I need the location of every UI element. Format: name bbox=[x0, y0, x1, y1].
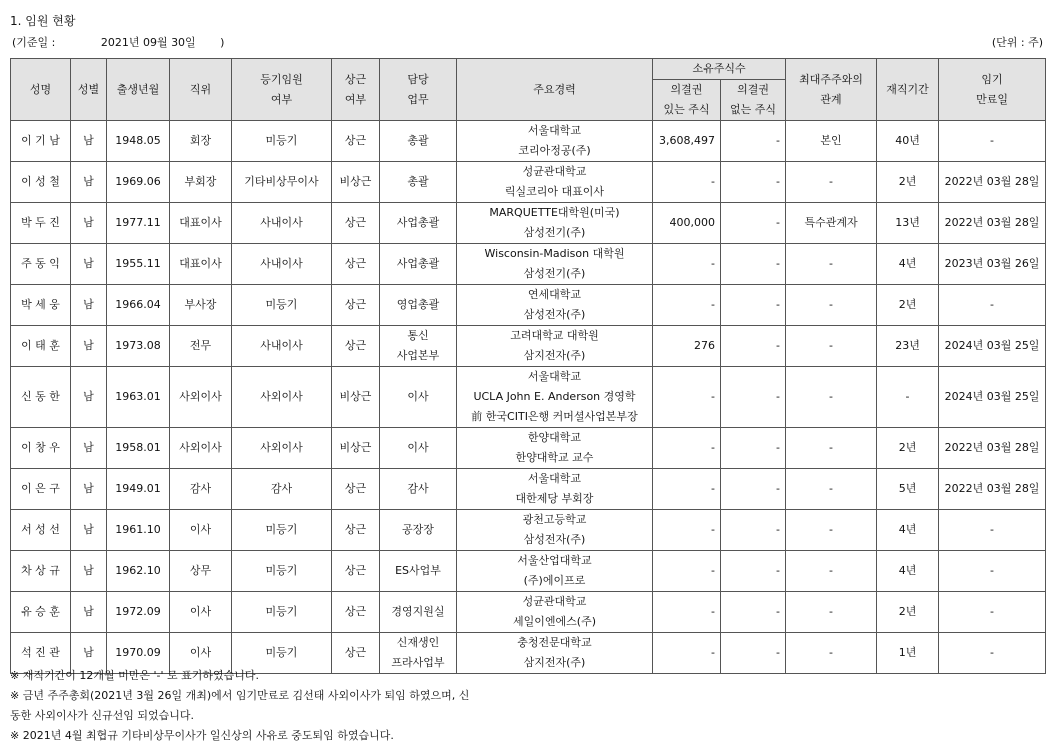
cell-career-line: 서울대학교 bbox=[527, 472, 582, 485]
cell-registered: 사외이사 bbox=[232, 428, 332, 469]
table-row bbox=[11, 121, 1046, 162]
cell-duty-line: 이사 bbox=[407, 441, 429, 454]
cell-birth: 1977.11 bbox=[107, 203, 170, 244]
cell-gender: 남 bbox=[71, 326, 107, 367]
header-duty bbox=[380, 59, 457, 121]
cell-career bbox=[457, 244, 653, 285]
cell-name: 서 성 선 bbox=[11, 510, 71, 551]
cell-tenure: 1년 bbox=[877, 633, 939, 674]
cell-fulltime: 비상근 bbox=[332, 162, 380, 203]
section-title: 1. 임원 현황 bbox=[10, 14, 76, 28]
cell-position: 이사 bbox=[170, 592, 232, 633]
cell-voting-shares: 276 bbox=[653, 326, 721, 367]
cell-birth: 1961.10 bbox=[107, 510, 170, 551]
cell-career-line: 서울산업대학교 bbox=[517, 554, 592, 567]
cell-fulltime: 상근 bbox=[332, 633, 380, 674]
cell-position: 대표이사 bbox=[170, 244, 232, 285]
cell-voting-shares: - bbox=[653, 244, 721, 285]
cell-registered: 미등기 bbox=[232, 633, 332, 674]
cell-voting-shares: - bbox=[653, 367, 721, 428]
cell-gender: 남 bbox=[71, 510, 107, 551]
cell-relation: - bbox=[786, 244, 877, 285]
cell-relation: - bbox=[786, 633, 877, 674]
header-voting-line1: 의결권 bbox=[670, 83, 703, 96]
cell-duty bbox=[380, 162, 457, 203]
cell-duty-line: 감사 bbox=[407, 482, 429, 495]
cell-duty bbox=[380, 551, 457, 592]
cell-registered: 미등기 bbox=[232, 285, 332, 326]
cell-term-end: - bbox=[939, 285, 1046, 326]
cell-tenure: 4년 bbox=[877, 244, 939, 285]
cell-relation: 본인 bbox=[786, 121, 877, 162]
cell-gender: 남 bbox=[71, 428, 107, 469]
cell-voting-shares: - bbox=[653, 551, 721, 592]
cell-tenure: 40년 bbox=[877, 121, 939, 162]
table-row bbox=[11, 203, 1046, 244]
cell-fulltime: 상근 bbox=[332, 510, 380, 551]
cell-duty bbox=[380, 469, 457, 510]
cell-career bbox=[457, 326, 653, 367]
cell-duty-line: 영업총괄 bbox=[396, 298, 440, 311]
cell-voting-shares: - bbox=[653, 162, 721, 203]
header-career: 주요경력 bbox=[457, 59, 653, 121]
header-nonvoting-line2: 없는 주식 bbox=[730, 103, 777, 116]
cell-nonvoting-shares: - bbox=[721, 551, 786, 592]
cell-relation: - bbox=[786, 551, 877, 592]
cell-career-line: UCLA John E. Anderson 경영학 bbox=[473, 390, 636, 403]
cell-relation: - bbox=[786, 510, 877, 551]
cell-duty-line: ES사업부 bbox=[395, 564, 441, 577]
cell-duty-line: 총괄 bbox=[407, 134, 429, 147]
cell-birth: 1948.05 bbox=[107, 121, 170, 162]
cell-voting-shares: - bbox=[653, 285, 721, 326]
cell-name: 이 은 구 bbox=[11, 469, 71, 510]
cell-nonvoting-shares: - bbox=[721, 469, 786, 510]
cell-registered: 사외이사 bbox=[232, 367, 332, 428]
cell-tenure: - bbox=[877, 367, 939, 428]
cell-career bbox=[457, 203, 653, 244]
cell-name: 이 태 훈 bbox=[11, 326, 71, 367]
table-row bbox=[11, 162, 1046, 203]
header-duty-line2: 업무 bbox=[407, 92, 429, 106]
cell-position: 이사 bbox=[170, 633, 232, 674]
table-row bbox=[11, 428, 1046, 469]
cell-name: 박 두 진 bbox=[11, 203, 71, 244]
cell-duty-line: 프라사업부 bbox=[391, 656, 445, 669]
cell-position: 감사 bbox=[170, 469, 232, 510]
header-voting bbox=[653, 80, 721, 121]
cell-career-line: 서울대학교 bbox=[527, 124, 582, 137]
header-term-end-line2: 만료일 bbox=[976, 92, 1008, 106]
header-position: 직위 bbox=[170, 59, 232, 121]
cell-relation: - bbox=[786, 592, 877, 633]
table-row bbox=[11, 244, 1046, 285]
cell-term-end: - bbox=[939, 592, 1046, 633]
cell-voting-shares: - bbox=[653, 592, 721, 633]
cell-name: 석 진 관 bbox=[11, 633, 71, 674]
cell-position: 부회장 bbox=[170, 162, 232, 203]
table-row bbox=[11, 469, 1046, 510]
header-duty-line1: 담당 bbox=[407, 72, 429, 86]
cell-duty-line: 총괄 bbox=[407, 175, 429, 188]
cell-term-end: 2022년 03월 28일 bbox=[939, 203, 1046, 244]
cell-duty-line: 공장장 bbox=[402, 523, 434, 536]
cell-term-end: 2024년 03월 25일 bbox=[939, 367, 1046, 428]
header-relation-line2: 관계 bbox=[820, 92, 842, 106]
footnote-3: ※ 2021년 4월 최협규 기타비상무이사가 일신상의 사유로 중도퇴임 하였습니다. bbox=[10, 729, 394, 742]
header-term-end-line1: 임기 bbox=[981, 72, 1003, 86]
cell-career bbox=[457, 367, 653, 428]
cell-birth: 1963.01 bbox=[107, 367, 170, 428]
footnote-2: ※ 금년 주주총회(2021년 3월 26일 개최)에서 임기만료로 김선태 사외이사가 퇴임 하였으며, 신 bbox=[10, 689, 470, 702]
cell-career-line: 세일이엔에스(주) bbox=[513, 615, 596, 628]
cell-career-line: 삼성전기(주) bbox=[523, 226, 586, 239]
cell-position: 전무 bbox=[170, 326, 232, 367]
cell-name: 박 세 웅 bbox=[11, 285, 71, 326]
header-voting-line2: 있는 주식 bbox=[663, 103, 710, 116]
header-shares: 소유주식수 bbox=[653, 59, 786, 80]
header-relation bbox=[786, 59, 877, 121]
cell-position: 사외이사 bbox=[170, 428, 232, 469]
cell-fulltime: 상근 bbox=[332, 592, 380, 633]
unit-label: (단위 : 주) bbox=[991, 36, 1043, 49]
basis-date: (기준일 : 2021년 09월 30일 ) bbox=[12, 36, 225, 49]
cell-career-line: 서울대학교 bbox=[527, 370, 582, 383]
cell-relation: - bbox=[786, 326, 877, 367]
header-fulltime bbox=[332, 59, 380, 121]
cell-nonvoting-shares: - bbox=[721, 428, 786, 469]
header-tenure: 재직기간 bbox=[877, 59, 939, 121]
cell-name: 이 창 우 bbox=[11, 428, 71, 469]
cell-voting-shares: 400,000 bbox=[653, 203, 721, 244]
cell-relation: - bbox=[786, 367, 877, 428]
cell-relation: - bbox=[786, 285, 877, 326]
cell-term-end: - bbox=[939, 633, 1046, 674]
cell-birth: 1955.11 bbox=[107, 244, 170, 285]
cell-duty-line: 통신 bbox=[407, 329, 429, 342]
header-name: 성명 bbox=[11, 59, 71, 121]
cell-fulltime: 상근 bbox=[332, 285, 380, 326]
cell-nonvoting-shares: - bbox=[721, 592, 786, 633]
cell-name: 이 기 남 bbox=[11, 121, 71, 162]
header-birth: 출생년월 bbox=[107, 59, 170, 121]
table-row bbox=[11, 367, 1046, 428]
cell-tenure: 2년 bbox=[877, 162, 939, 203]
cell-term-end: 2022년 03월 28일 bbox=[939, 469, 1046, 510]
cell-duty-line: 사업본부 bbox=[396, 349, 440, 362]
footnote-2-cont: 동한 사외이사가 신규선임 되었습니다. bbox=[10, 709, 195, 722]
cell-name: 차 상 규 bbox=[11, 551, 71, 592]
cell-career-line: 연세대학교 bbox=[527, 288, 582, 301]
cell-duty bbox=[380, 121, 457, 162]
cell-nonvoting-shares: - bbox=[721, 326, 786, 367]
table-row bbox=[11, 510, 1046, 551]
cell-career bbox=[457, 162, 653, 203]
cell-relation: 특수관계자 bbox=[786, 203, 877, 244]
cell-nonvoting-shares: - bbox=[721, 510, 786, 551]
cell-birth: 1949.01 bbox=[107, 469, 170, 510]
cell-career-line: 삼지전자(주) bbox=[523, 349, 586, 362]
header-registered-line1: 등기임원 bbox=[260, 72, 303, 86]
cell-position: 대표이사 bbox=[170, 203, 232, 244]
cell-name: 주 동 익 bbox=[11, 244, 71, 285]
cell-tenure: 5년 bbox=[877, 469, 939, 510]
header-gender: 성별 bbox=[71, 59, 107, 121]
cell-name: 신 동 한 bbox=[11, 367, 71, 428]
cell-voting-shares: 3,608,497 bbox=[653, 121, 721, 162]
cell-term-end: 2023년 03월 26일 bbox=[939, 244, 1046, 285]
cell-birth: 1966.04 bbox=[107, 285, 170, 326]
cell-nonvoting-shares: - bbox=[721, 633, 786, 674]
cell-career bbox=[457, 633, 653, 674]
cell-term-end: 2022년 03월 28일 bbox=[939, 428, 1046, 469]
cell-career bbox=[457, 551, 653, 592]
cell-career-line: 광천고등학교 bbox=[522, 513, 587, 526]
header-term-end bbox=[939, 59, 1046, 121]
cell-birth: 1958.01 bbox=[107, 428, 170, 469]
cell-gender: 남 bbox=[71, 367, 107, 428]
header-nonvoting bbox=[721, 80, 786, 121]
cell-tenure: 2년 bbox=[877, 285, 939, 326]
cell-registered: 미등기 bbox=[232, 551, 332, 592]
cell-position: 회장 bbox=[170, 121, 232, 162]
cell-relation: - bbox=[786, 162, 877, 203]
cell-term-end: - bbox=[939, 121, 1046, 162]
header-fulltime-line2: 여부 bbox=[344, 92, 367, 106]
cell-career bbox=[457, 510, 653, 551]
cell-nonvoting-shares: - bbox=[721, 244, 786, 285]
cell-career-line: Wisconsin-Madison 대학원 bbox=[484, 247, 625, 260]
cell-duty-line: 이사 bbox=[407, 390, 429, 403]
cell-term-end: - bbox=[939, 510, 1046, 551]
cell-duty bbox=[380, 592, 457, 633]
cell-fulltime: 상근 bbox=[332, 203, 380, 244]
cell-gender: 남 bbox=[71, 203, 107, 244]
cell-gender: 남 bbox=[71, 633, 107, 674]
cell-registered: 미등기 bbox=[232, 592, 332, 633]
cell-career bbox=[457, 121, 653, 162]
cell-tenure: 23년 bbox=[877, 326, 939, 367]
cell-birth: 1972.09 bbox=[107, 592, 170, 633]
cell-fulltime: 상근 bbox=[332, 326, 380, 367]
cell-relation: - bbox=[786, 428, 877, 469]
cell-fulltime: 비상근 bbox=[332, 428, 380, 469]
cell-registered: 사내이사 bbox=[232, 326, 332, 367]
header-nonvoting-line1: 의결권 bbox=[737, 83, 769, 96]
cell-position: 상무 bbox=[170, 551, 232, 592]
cell-career-line: 한양대학교 bbox=[527, 431, 582, 444]
cell-career-line: 고려대학교 대학원 bbox=[510, 329, 599, 342]
cell-fulltime: 비상근 bbox=[332, 367, 380, 428]
cell-duty-line: 사업총괄 bbox=[396, 257, 440, 270]
cell-career-line: 삼성전자(주) bbox=[523, 308, 586, 321]
cell-voting-shares: - bbox=[653, 633, 721, 674]
cell-term-end: - bbox=[939, 551, 1046, 592]
cell-fulltime: 상근 bbox=[332, 469, 380, 510]
header-fulltime-line1: 상근 bbox=[344, 72, 367, 86]
cell-term-end: 2024년 03월 25일 bbox=[939, 326, 1046, 367]
header-relation-line1: 최대주주와의 bbox=[799, 72, 863, 86]
cell-duty-line: 신재생인 bbox=[396, 636, 440, 649]
cell-birth: 1962.10 bbox=[107, 551, 170, 592]
table-row bbox=[11, 592, 1046, 633]
cell-career-line: 충청전문대학교 bbox=[517, 636, 592, 649]
cell-career bbox=[457, 285, 653, 326]
cell-gender: 남 bbox=[71, 551, 107, 592]
cell-tenure: 13년 bbox=[877, 203, 939, 244]
cell-fulltime: 상근 bbox=[332, 121, 380, 162]
cell-gender: 남 bbox=[71, 121, 107, 162]
cell-duty bbox=[380, 203, 457, 244]
cell-career-line: 삼성전기(주) bbox=[523, 267, 586, 280]
cell-gender: 남 bbox=[71, 469, 107, 510]
cell-registered: 사내이사 bbox=[232, 203, 332, 244]
cell-duty bbox=[380, 367, 457, 428]
cell-position: 이사 bbox=[170, 510, 232, 551]
cell-registered: 기타비상무이사 bbox=[232, 162, 332, 203]
cell-duty bbox=[380, 428, 457, 469]
cell-duty bbox=[380, 326, 457, 367]
table-row bbox=[11, 285, 1046, 326]
header-registered bbox=[232, 59, 332, 121]
cell-duty bbox=[380, 285, 457, 326]
cell-career-line: 코리아정공(주) bbox=[518, 144, 591, 157]
cell-career-line: (주)에이프로 bbox=[523, 574, 586, 587]
cell-position: 부사장 bbox=[170, 285, 232, 326]
cell-tenure: 4년 bbox=[877, 510, 939, 551]
cell-voting-shares: - bbox=[653, 469, 721, 510]
cell-birth: 1969.06 bbox=[107, 162, 170, 203]
executive-table bbox=[10, 58, 1046, 674]
footnote-1: ※ 재직기간이 12개월 미만은 '-' 로 표기하였습니다. bbox=[10, 669, 259, 682]
cell-term-end: 2022년 03월 28일 bbox=[939, 162, 1046, 203]
table-row bbox=[11, 551, 1046, 592]
cell-fulltime: 상근 bbox=[332, 244, 380, 285]
cell-duty bbox=[380, 244, 457, 285]
cell-registered: 감사 bbox=[232, 469, 332, 510]
cell-career bbox=[457, 469, 653, 510]
cell-registered: 미등기 bbox=[232, 121, 332, 162]
header-registered-line2: 여부 bbox=[270, 92, 293, 106]
cell-name: 유 승 훈 bbox=[11, 592, 71, 633]
cell-tenure: 2년 bbox=[877, 592, 939, 633]
cell-gender: 남 bbox=[71, 162, 107, 203]
cell-nonvoting-shares: - bbox=[721, 162, 786, 203]
cell-gender: 남 bbox=[71, 285, 107, 326]
cell-career-line: 성균관대학교 bbox=[522, 165, 587, 178]
cell-gender: 남 bbox=[71, 592, 107, 633]
footnotes bbox=[10, 666, 469, 746]
cell-voting-shares: - bbox=[653, 428, 721, 469]
cell-career-line: 前 한국CITI은행 커머셜사업본부장 bbox=[471, 410, 638, 423]
cell-position: 사외이사 bbox=[170, 367, 232, 428]
cell-gender: 남 bbox=[71, 244, 107, 285]
cell-nonvoting-shares: - bbox=[721, 367, 786, 428]
cell-career-line: 릭실코리아 대표이사 bbox=[504, 185, 605, 198]
cell-career-line: MARQUETTE대학원(미국) bbox=[489, 206, 620, 219]
cell-name: 이 성 철 bbox=[11, 162, 71, 203]
cell-career-line: 대한제당 부회장 bbox=[515, 492, 594, 505]
cell-career-line: 삼성전자(주) bbox=[523, 533, 586, 546]
cell-duty-line: 경영지원실 bbox=[391, 605, 445, 618]
cell-registered: 미등기 bbox=[232, 510, 332, 551]
cell-career bbox=[457, 428, 653, 469]
cell-tenure: 2년 bbox=[877, 428, 939, 469]
cell-duty-line: 사업총괄 bbox=[396, 216, 440, 229]
cell-career-line: 한양대학교 교수 bbox=[515, 451, 594, 464]
cell-birth: 1973.08 bbox=[107, 326, 170, 367]
cell-fulltime: 상근 bbox=[332, 551, 380, 592]
table-row bbox=[11, 326, 1046, 367]
cell-registered: 사내이사 bbox=[232, 244, 332, 285]
executive-table-body bbox=[11, 121, 1046, 674]
cell-career-line: 성균관대학교 bbox=[522, 595, 587, 608]
cell-tenure: 4년 bbox=[877, 551, 939, 592]
cell-nonvoting-shares: - bbox=[721, 203, 786, 244]
cell-career bbox=[457, 592, 653, 633]
cell-relation: - bbox=[786, 469, 877, 510]
cell-voting-shares: - bbox=[653, 510, 721, 551]
cell-nonvoting-shares: - bbox=[721, 121, 786, 162]
cell-duty bbox=[380, 510, 457, 551]
cell-birth: 1970.09 bbox=[107, 633, 170, 674]
cell-nonvoting-shares: - bbox=[721, 285, 786, 326]
cell-career-line: 삼지전자(주) bbox=[523, 656, 586, 669]
